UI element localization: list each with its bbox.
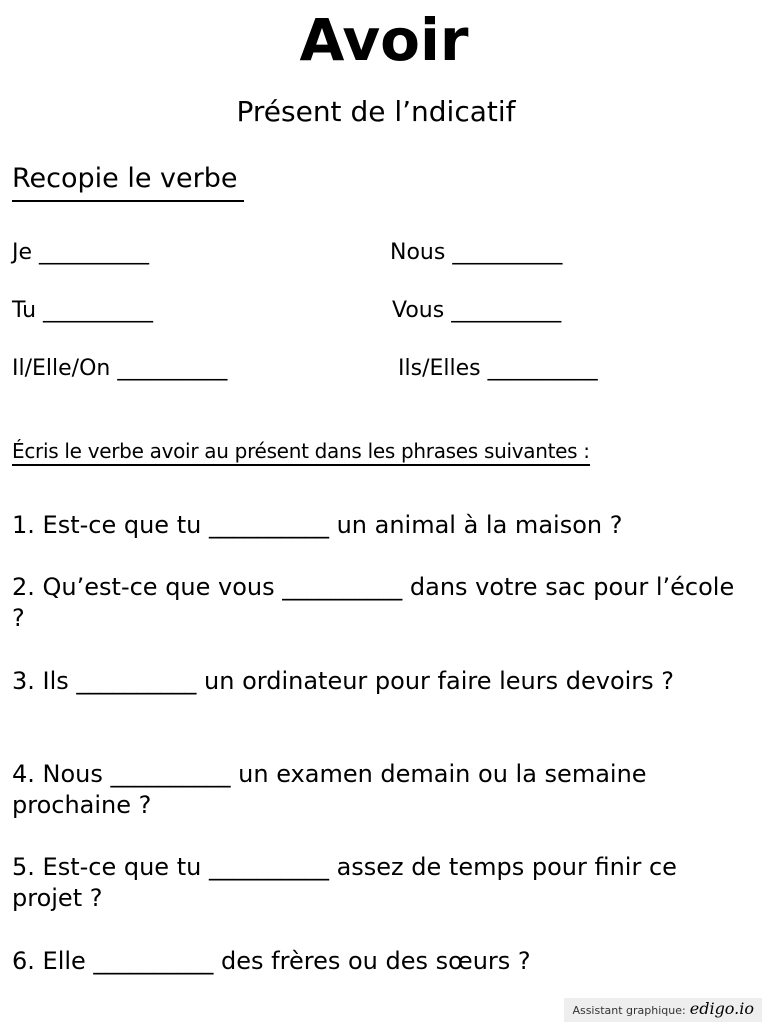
conjugation-line-je: Je __________ xyxy=(12,240,150,265)
question-1: 1. Est-ce que tu __________ un animal à la maison ? xyxy=(12,511,623,539)
worksheet-title: Avoir xyxy=(299,6,469,74)
question-2: 2. Qu’est-ce que vous __________ dans votre sac pour l’école ? xyxy=(12,573,735,632)
exercise-heading-text: Écris le verbe avoir au présent dans les phrases suivantes : xyxy=(12,439,590,466)
footer-label: Assistant graphique: xyxy=(572,1004,686,1017)
question-6: 6. Elle __________ des frères ou des sœurs ? xyxy=(12,947,531,975)
brand-logo: edigo.io xyxy=(689,999,754,1018)
conjugation-line-ils: Ils/Elles __________ xyxy=(398,356,598,381)
conjugation-line-vous: Vous __________ xyxy=(392,298,562,323)
question-5: 5. Est-ce que tu __________ assez de temps pour finir ce projet ? xyxy=(12,853,677,912)
copy-section-heading: Recopie le verbe xyxy=(12,160,244,202)
question-3: 3. Ils __________ un ordinateur pour faire leurs devoirs ? xyxy=(12,667,675,695)
conjugation-line-nous: Nous __________ xyxy=(390,240,563,265)
question-4: 4. Nous __________ un examen demain ou la semaine prochaine ? xyxy=(12,760,647,819)
worksheet-subtitle: Présent de l’ndicatif xyxy=(236,95,516,128)
exercise-heading xyxy=(12,436,590,466)
conjugation-line-il: Il/Elle/On __________ xyxy=(12,356,228,381)
conjugation-line-tu: Tu __________ xyxy=(12,298,154,323)
footer-credit xyxy=(564,998,762,1022)
